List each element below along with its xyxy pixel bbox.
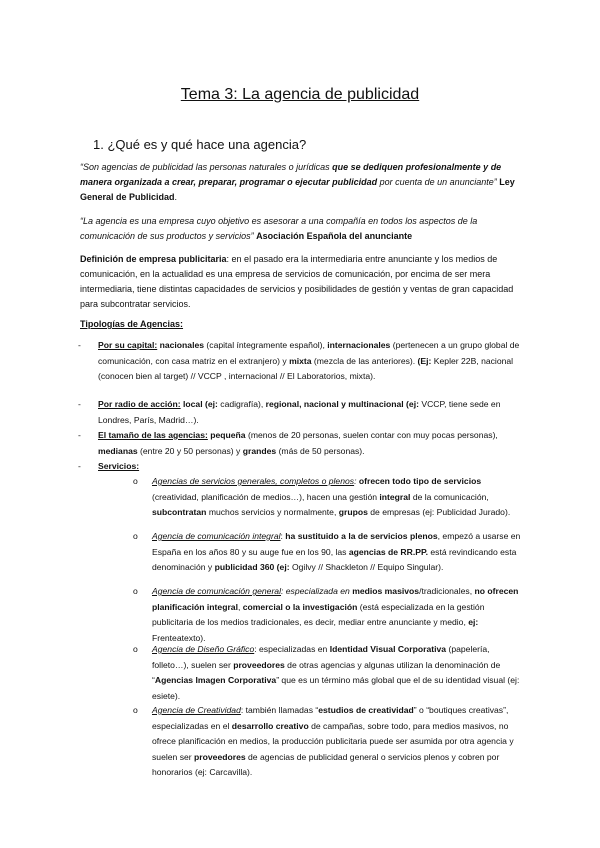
sub-item-servicios-plenos: o Agencias de servicios generales, completos o plenos: ofrecen todo tipo de servicios (creatividad, planificación de medios…), hacen una gestión integral de la comunicación, subcontratan muchos servicios y normalmente, grupos de empresas (ej: Publicidad Jurado). (133, 476, 511, 517)
sub-item-comunicacion-general: o Agencia de comunicación general: especializada en medios masivos/tradicionales, no ofrecen planificación integral, comercial o la investigación (está especializada en la gestión publicitaria de los medios tradicionales, es decir, mediar entre anunciante y medio, ej: Frenteatexto). (133, 586, 519, 643)
dash-marker: - (78, 399, 81, 409)
quote-ley-general: “Son agencias de publicidad las personas naturales o jurídicas que se dediquen profesionalmente y de manera organizada a crear, preparar, programar o ejecutar publicidad por cuenta de un anunciante” Ley General de Publicidad. (80, 162, 515, 202)
dash-marker: - (78, 430, 81, 440)
bullet-marker: o (133, 531, 138, 541)
dash-marker: - (78, 461, 81, 471)
bullet-marker: o (133, 476, 138, 486)
bullet-marker: o (133, 644, 138, 654)
sub-item-comunicacion-integral: o Agencia de comunicación integral: ha sustituido a la de servicios plenos, empezó a usarse en España en los años 80 y su auge fue en los 90, las agencias de RR.PP. está revindicando esta denominación y publicidad 360 (ej: Ogilvy // Shackleton // Equipo Singular). (133, 531, 521, 572)
definition-paragraph: Definición de empresa publicitaria: en el pasado era la intermediaria entre anunciante y los medios de comunicación, en la actualidad es una empresa de servicios de comunicación, por encima de ser mera intermediaria, tiene distintas capacidades de servicios y posibilidades de gestión y ventas de gran capacidad para subcontratar servicios. (80, 254, 514, 309)
list-item-radio: - Por radio de acción: local (ej: cadigrafía), regional, nacional y multinacional (ej: VCCP, tiene sede en Londres, París, Madrid…). (78, 399, 501, 425)
list-item-capital: - Por su capital: nacionales (capital íntegramente español), internacionales (pertenecen a un grupo global de comunicación, con casa matriz en el extranjero) y mixta (mezcla de las anteriores). (Ej: Kepler 22B, nacional (conocen bien al target) // VCCP , internacional // El Laboratorios, mixta). (78, 340, 520, 381)
sub-item-creatividad: o Agencia de Creatividad: también llamadas “estudios de creatividad” o “boutiques creativas”, especializadas en el desarrollo creativo de campañas, sobre todo, para medios masivos, no ofrece planificación en medios, la producción publicitaria puede ser asumida por otra agencia y suelen ser proveedores de agencias de publicidad general o servicios plenos y cobren por honorarios (ej: Carcavilla). (133, 705, 514, 777)
dash-marker: - (78, 340, 81, 350)
sub-item-diseno-grafico: o Agencia de Diseño Gráfico: especializadas en Identidad Visual Corporativa (papelería, folleto…), suelen ser proveedores de otras agencias y algunas utilizan la denominación de “Agencias Imagen Corporativa” que es un término más global que el de su identidad visual (ej: esiete). (133, 644, 520, 701)
bullet-marker: o (133, 705, 138, 715)
list-item-tamano: - El tamaño de las agencias: pequeña (menos de 20 personas, suelen contar con muy pocas personas), medianas (entre 20 y 50 personas) y grandes (más de 50 personas). (78, 430, 498, 456)
quote-asociacion: “La agencia es una empresa cuyo objetivo es asesorar a una compañía en todos los aspectos de la comunicación de sus productos y servicios” Asociación Española del anunciante (80, 216, 478, 241)
list-item-servicios: - Servicios: (98, 459, 520, 475)
section-heading: 1. ¿Qué es y qué hace una agencia? (93, 137, 307, 152)
typologies-heading: Tipologías de Agencias: (80, 319, 184, 329)
page-title: Tema 3: La agencia de publicidad (180, 86, 420, 103)
bullet-marker: o (133, 586, 138, 596)
